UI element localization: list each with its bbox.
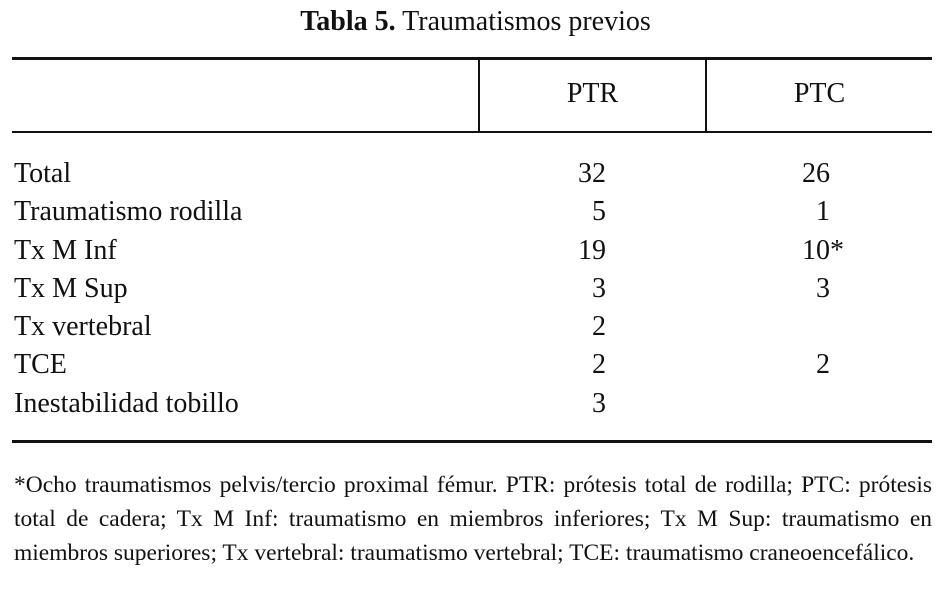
- table-top-rule: [12, 57, 932, 60]
- column-header-ptr: PTR: [566, 78, 619, 109]
- table-row: [0, 272, 951, 310]
- table-caption-text: Traumatismos previos: [395, 6, 651, 37]
- cell-ptr: 3: [592, 387, 606, 419]
- table-bottom-rule: [12, 440, 932, 443]
- row-label: Tx M Inf: [14, 234, 117, 266]
- table-row: [0, 195, 951, 233]
- header-bottom-rule: [12, 131, 932, 133]
- cell-ptc: 2: [816, 349, 830, 381]
- row-label: Inestabilidad tobillo: [14, 387, 239, 419]
- cell-ptr: 2: [592, 311, 606, 343]
- table-caption-label: Tabla 5.: [300, 6, 396, 37]
- row-label: Total: [14, 158, 72, 189]
- column-header-ptc: PTC: [793, 78, 846, 109]
- cell-ptr: 32: [578, 158, 606, 189]
- table-row: [0, 348, 951, 386]
- cell-ptc: 26: [802, 158, 830, 189]
- row-label: Tx M Sup: [14, 272, 128, 304]
- cell-ptr: 3: [592, 272, 606, 304]
- table-row: [0, 387, 951, 425]
- cell-ptr: 5: [592, 196, 606, 228]
- table-footnote: *Ocho traumatismos pelvis/tercio proximal fémur. PTR: prótesis total de rodilla; PTC: prótesis total de cadera; Tx M Inf: traumatismo en miembros inferiores; Tx M Sup: traumatismo en miembros superiores; Tx vertebral: traumatismo vertebral; TCE: traumatismo craneoencefálico.: [14, 472, 932, 566]
- row-label: Tx vertebral: [14, 311, 152, 343]
- table-caption: [0, 6, 951, 38]
- table-row: [0, 157, 951, 195]
- table-row: [0, 234, 951, 272]
- cell-ptr: 19: [578, 234, 606, 266]
- cell-ptc: 3: [816, 272, 830, 304]
- table-row: [0, 310, 951, 348]
- table-body: [0, 157, 951, 425]
- cell-ptr: 2: [592, 349, 606, 381]
- cell-ptc: 1: [816, 196, 830, 228]
- row-label: Traumatismo rodilla: [14, 196, 243, 228]
- row-label: TCE: [14, 349, 67, 381]
- cell-ptc: 10*: [802, 234, 844, 266]
